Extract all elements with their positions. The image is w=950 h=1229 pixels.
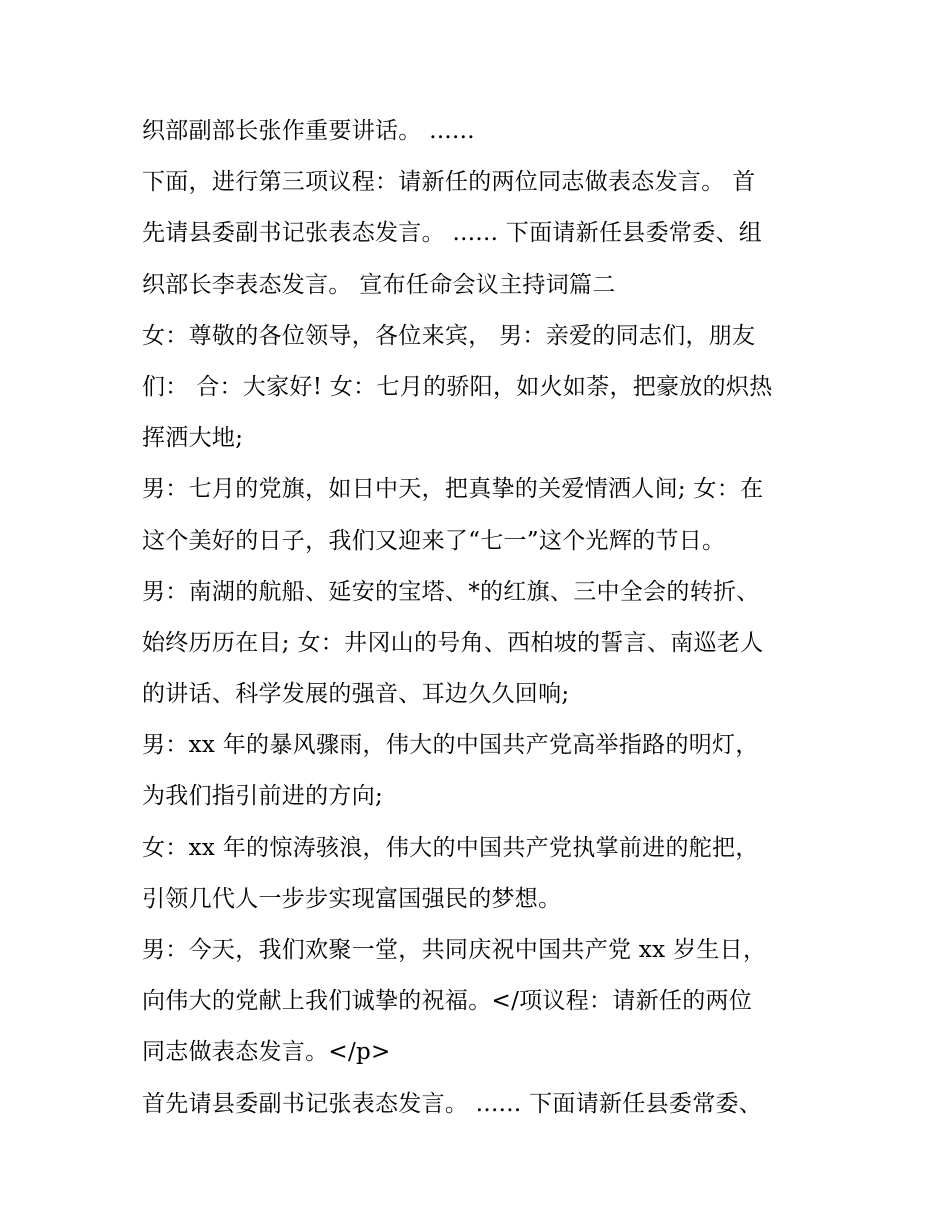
text-line: 男：南湖的航船、延安的宝塔、*的红旗、三中全会的转折、 (142, 578, 760, 605)
text-line: 下面，进行第三项议程：请新任的两位同志做表态发言。 首 (142, 169, 756, 196)
text-line: 男：xx 年的暴风骤雨，伟大的中国共产党高举指路的明灯， (142, 732, 759, 759)
text-line: 女：xx 年的惊涛骇浪，伟大的中国共产党执掌前进的舵把， (142, 834, 759, 861)
text-line: 引领几代人一步步实现富国强民的梦想。 (142, 885, 562, 912)
text-line: 始终历历在目; 女：井冈山的号角、西柏坡的誓言、南巡老人 (142, 629, 764, 656)
text-line: 织部长李表态发言。 宣布任命会议主持词篇二 (142, 271, 616, 298)
text-line: 为我们指引前进的方向; (142, 783, 384, 810)
text-line: 女：尊敬的各位领导，各位来宾， 男：亲爱的同志们，朋友 (142, 322, 756, 349)
document-body (142, 106, 822, 1130)
text-line: 首先请县委副书记张表态发言。 ...... 下面请新任县委常委、 (142, 1090, 763, 1117)
text-line: 们： 合：大家好! 女：七月的骄阳，如火如荼，把豪放的炽热 (142, 373, 773, 400)
text-line: 挥洒大地; (142, 425, 244, 452)
text-line: 这个美好的日子，我们又迎来了“七一”这个光辉的节日。 (142, 527, 726, 554)
text-line: 向伟大的党献上我们诚挚的祝福。</项议程：请新任的两位 (142, 988, 753, 1015)
text-line: 男：七月的党旗，如日中天，把真挚的关爱情洒人间; 女：在 (142, 476, 764, 503)
text-line: 男：今天，我们欢聚一堂，共同庆祝中国共产党 xx 岁生日， (142, 937, 767, 963)
text-line: 同志做表态发言。</p> (142, 1039, 391, 1066)
text-line: 的讲话、科学发展的强音、耳边久久回响; (142, 681, 570, 708)
text-line: 织部副部长张作重要讲话。 ...... (142, 118, 475, 144)
text-line: 先请县委副书记张表态发言。 ...... 下面请新任县委常委、组 (142, 220, 763, 247)
